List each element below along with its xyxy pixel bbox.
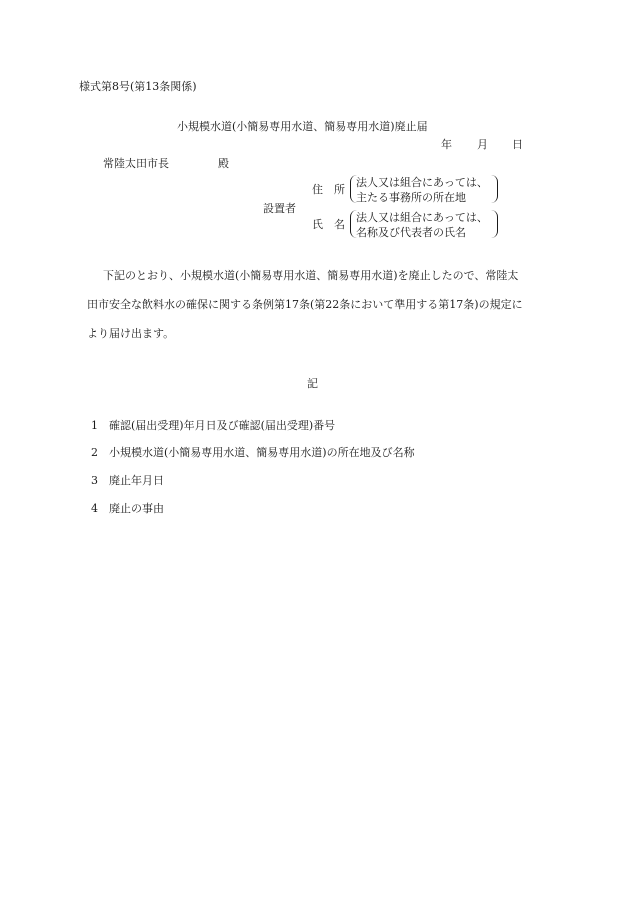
name-label: 氏 名 <box>312 218 345 231</box>
list-item <box>91 503 164 514</box>
list-item-number: 2 <box>91 446 98 459</box>
applicant-label: 設置者 <box>263 202 296 215</box>
name-note-line-1: 法人又は組合にあっては、 <box>356 211 488 224</box>
notice-heading: 記 <box>307 377 318 390</box>
list-item-number: 4 <box>91 502 98 515</box>
list-item-number: 3 <box>91 474 98 487</box>
document-title: 小規模水道(小簡易専用水道、簡易専用水道)廃止届 <box>177 120 428 133</box>
body-line-2: 田市安全な飲料水の確保に関する条例第17条(第22条において準用する第17条)の規定に <box>87 298 523 311</box>
body-line-1: 下記のとおり、小規模水道(小簡易専用水道、簡易専用水道)を廃止したので、常陸太 <box>103 269 519 282</box>
list-item-text: 確認(届出受理)年月日及び確認(届出受理)番号 <box>109 419 336 432</box>
form-number: 様式第8号(第13条関係) <box>79 80 197 93</box>
list-item <box>91 420 335 431</box>
list-item-text: 廃止年月日 <box>109 474 164 487</box>
date-year: 年 <box>441 138 452 151</box>
list-item <box>91 475 164 486</box>
addressee-honorific: 殿 <box>218 157 229 170</box>
list-item-text: 廃止の事由 <box>109 502 164 515</box>
list-item <box>91 447 415 458</box>
address-note-line-2: 主たる事務所の所在地 <box>356 191 466 204</box>
date-month: 月 <box>477 138 488 151</box>
body-line-3: より届け出ます。 <box>87 327 175 340</box>
address-note-line-1: 法人又は組合にあっては、 <box>356 176 488 189</box>
addressee-name: 常陸太田市長 <box>103 157 169 170</box>
date-day: 日 <box>512 138 523 151</box>
list-item-text: 小規模水道(小簡易専用水道、簡易専用水道)の所在地及び名称 <box>109 446 415 459</box>
address-label: 住 所 <box>312 183 345 196</box>
name-note-line-2: 名称及び代表者の氏名 <box>356 226 466 239</box>
list-item-number: 1 <box>91 419 98 432</box>
